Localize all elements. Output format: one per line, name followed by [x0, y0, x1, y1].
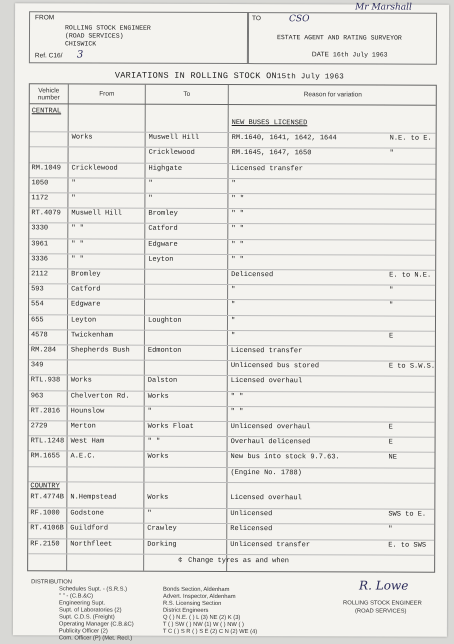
distribution-label: DISTRIBUTION	[31, 579, 72, 586]
cell-from: Edgware	[71, 300, 101, 309]
cell-from: Leyton	[70, 316, 97, 325]
cell-extra: "	[389, 149, 394, 158]
col-divider	[143, 85, 146, 571]
cell-to: Works	[147, 453, 169, 462]
cell-from: "	[71, 179, 76, 188]
from-line-3: CHISWICK	[64, 40, 97, 48]
to-handwritten: CSO	[289, 14, 310, 25]
distribution-entry: R.S. Licensing Section	[162, 600, 222, 607]
top-handwritten-note: Mr Marshall	[355, 2, 412, 13]
cell-reason: "	[231, 286, 236, 295]
cell-veh: RT.4774B	[30, 493, 65, 502]
cell-reason: Licensed overhaul	[230, 493, 302, 503]
cell-from: Works	[71, 133, 93, 142]
cell-veh: 4578	[30, 331, 48, 340]
cell-reason: "	[231, 301, 236, 310]
cell-from: Merton	[70, 422, 96, 431]
cell-veh: 3336	[31, 255, 49, 264]
cell-from: " "	[71, 240, 84, 249]
cell-from: Twickenham	[70, 331, 113, 340]
cell-from: Godstone	[70, 508, 104, 518]
from-label: FROM	[35, 14, 55, 22]
cell-from: Bromley	[71, 270, 101, 279]
cell-to: Dalston	[147, 377, 178, 386]
cell-reason: "	[230, 331, 236, 340]
cell-from: West Ham	[70, 437, 105, 446]
cell-reason: NEW BUSES LICENSED	[231, 119, 308, 128]
cell-veh: RF.1000	[30, 508, 60, 517]
col-divider	[66, 84, 69, 570]
to-line: ESTATE AGENT AND RATING SURVEYOR	[276, 34, 402, 42]
cell-from: "	[71, 194, 76, 203]
cell-veh: RT.4106B	[30, 524, 64, 533]
distribution-entry: Operating Manager (C.B.&C)	[58, 621, 134, 628]
sign-line-1: ROLLING STOCK ENGINEER	[343, 600, 422, 607]
cell-from: " "	[71, 224, 84, 233]
cell-veh: RM.1655	[30, 452, 60, 461]
section-central: CENTRAL	[31, 107, 62, 116]
cell-reason: "	[230, 316, 236, 325]
cell-extra: "	[389, 301, 394, 310]
cell-to: Catford	[148, 225, 178, 234]
cell-to: Edmonton	[147, 346, 182, 355]
cell-to: Bromley	[148, 209, 178, 219]
cell-from: Chelverton Rd.	[70, 392, 130, 401]
cell-to: "	[148, 194, 153, 203]
cell-to: Cricklewood	[148, 149, 195, 158]
cell-from: Works	[70, 376, 92, 385]
cell-reason: Unlicensed transfer	[230, 540, 311, 549]
cell-to: Loughton	[147, 316, 182, 325]
cell-veh: 593	[31, 285, 44, 294]
cell-veh: 1172	[31, 194, 49, 203]
distribution-entry: " " - (C.B.&C)	[59, 593, 94, 600]
cell-veh: 2729	[30, 422, 48, 431]
cell-reason: " "	[231, 255, 244, 264]
distribution-entry: Supt. C.D.S. (Freight)	[58, 614, 115, 621]
cell-to: Works	[147, 493, 169, 502]
header-vehicle: Vehicle number	[37, 87, 60, 102]
header-divider	[30, 103, 436, 105]
cell-veh: 655	[30, 315, 44, 324]
cell-reason: Licensed transfer	[230, 346, 303, 356]
cell-veh: RT.4079	[31, 209, 61, 218]
cell-extra: E. to N.E.	[389, 271, 432, 280]
cell-from: Guildford	[70, 524, 109, 533]
title-date: 15th July 1963	[276, 73, 345, 82]
from-line-2: (ROAD SERVICES)	[64, 32, 124, 40]
cell-reason: " "	[231, 210, 244, 219]
date-value: 16th July 1963	[332, 51, 388, 59]
cell-veh: 3961	[31, 239, 49, 248]
distribution-entry: District Engineers	[162, 607, 209, 614]
cell-veh: RM.1049	[31, 163, 61, 172]
cell-extra: E to S.W.S.	[388, 362, 436, 371]
cell-to: Highgate	[148, 164, 183, 173]
cell-reason: New bus into stock 9.7.63.	[230, 453, 340, 462]
cell-reason: "	[231, 179, 236, 188]
ref-value: 3	[76, 49, 84, 61]
cell-reason: " "	[231, 225, 244, 234]
cell-extra: "	[388, 525, 393, 534]
header-to: To	[183, 90, 191, 98]
cell-reason: Unlicensed bus stored	[230, 362, 320, 371]
distribution-entry: Advert. Inspector, Aldenham	[163, 593, 236, 601]
cell-reason: RM.1640, 1641, 1642, 1644	[231, 134, 337, 143]
cell-reason: Overhaul delicensed	[230, 438, 311, 447]
cell-to: Muswell Hill	[148, 133, 200, 143]
cell-extra: E. to SWS	[388, 541, 427, 550]
cell-from: N.Hempstead	[70, 493, 117, 502]
cell-to: Dorking	[147, 540, 177, 549]
distribution-entry: Supt. of Laboratories (2)	[58, 607, 122, 614]
cell-veh: 554	[31, 300, 44, 309]
cell-from: Northfleet	[70, 539, 113, 549]
distribution-entry: Bonds Section, Aldenham	[163, 586, 230, 593]
cell-from: Muswell Hill	[71, 209, 122, 218]
cell-reason: Relicensed	[230, 524, 273, 534]
cell-extra: NE	[388, 453, 397, 462]
cell-extra: E	[388, 423, 393, 432]
cell-reason: Licensed transfer	[231, 164, 303, 173]
cell-veh: 349	[30, 361, 44, 370]
cell-reason: RM.1645, 1647, 1650	[231, 149, 312, 158]
cell-to: Works Float	[147, 422, 194, 431]
distribution-entry: Com. Officer (P) (Met. Recl.)	[58, 635, 133, 642]
cell-veh: 2112	[31, 270, 48, 279]
cell-reason: " "	[231, 240, 244, 249]
cell-reason: Unlicensed	[230, 509, 273, 518]
cell-extra: N.E. to E.	[389, 134, 432, 143]
cell-veh: RF.2150	[30, 539, 60, 548]
cell-to: Crawley	[147, 524, 177, 533]
header-from: From	[99, 90, 115, 98]
cell-to: Edgware	[148, 240, 178, 249]
title-text: VARIATIONS IN ROLLING STOCK ON	[114, 70, 277, 82]
margin-mark: ¢	[178, 556, 183, 565]
cell-reason: (Engine No. 1788)	[230, 468, 302, 477]
section-country: COUNTRY	[30, 482, 60, 491]
cell-from: " "	[71, 255, 84, 264]
cell-veh: 1050	[31, 179, 49, 188]
cell-from: Catford	[71, 285, 101, 294]
to-label: TO	[252, 15, 261, 23]
note-text: Change tyres as and when	[188, 556, 290, 566]
cell-to: Works	[147, 392, 169, 401]
row-divider	[28, 481, 434, 483]
cell-to: "	[148, 179, 153, 188]
cell-reason: Unlicensed overhaul	[230, 422, 311, 432]
cell-to: " "	[147, 437, 161, 446]
cell-from: Hounslow	[70, 407, 105, 416]
cell-reason: Delicensed	[231, 271, 274, 280]
cell-extra: E	[388, 332, 394, 341]
sign-line-2: (ROAD SERVICES)	[354, 608, 407, 615]
distribution-entry: Engineering Supt.	[58, 600, 106, 607]
cell-from: A.E.C.	[70, 452, 96, 461]
cell-veh: 963	[30, 391, 44, 400]
cell-extra: E	[388, 438, 393, 447]
col-divider	[226, 85, 229, 571]
from-line-1: ROLLING STOCK ENGINEER	[65, 24, 151, 32]
cell-veh: RM.284	[30, 346, 57, 355]
document-page	[13, 2, 449, 642]
cell-reason: " "	[231, 195, 245, 204]
distribution-entry: Q ( ) N.E. ( ) L (3) NE (2) K (3)	[162, 614, 241, 622]
cell-reason: Licensed overhaul	[230, 377, 303, 386]
cell-veh: RTL.938	[30, 376, 61, 385]
cell-veh: RTL.1248	[30, 437, 65, 446]
cell-extra: "	[389, 286, 394, 295]
cell-to: Leyton	[148, 255, 174, 264]
cell-from: Cricklewood	[71, 164, 118, 173]
row-divider	[28, 553, 434, 555]
document-title	[115, 71, 344, 82]
distribution-entry: T ( ) SW ( ) NW (1) W ( ) NW ( )	[162, 621, 244, 629]
cell-to: "	[147, 509, 152, 518]
variations-table	[27, 83, 437, 572]
distribution-entry: Publicity Officer (2)	[58, 628, 108, 635]
cell-veh: 3330	[31, 224, 49, 233]
cell-reason: " "	[230, 407, 244, 416]
cell-extra: SWS to E.	[388, 510, 427, 519]
header-reason: Reason for variation	[303, 91, 362, 99]
date-label: DATE	[311, 51, 329, 59]
distribution-entry: Schedules Supt. - (S.R.S.)	[59, 586, 128, 593]
cell-veh: RT.2816	[30, 407, 61, 416]
distribution-entry: T C ( ) S R ( ) S E (2) C N (2) WE (4)	[162, 628, 258, 636]
cell-to: "	[147, 407, 152, 416]
ref-label: Ref. C16/	[34, 52, 63, 60]
cell-reason: " "	[230, 392, 244, 401]
signature: R. Lowe	[359, 578, 409, 593]
cell-from: Shepherds Bush	[70, 346, 130, 355]
